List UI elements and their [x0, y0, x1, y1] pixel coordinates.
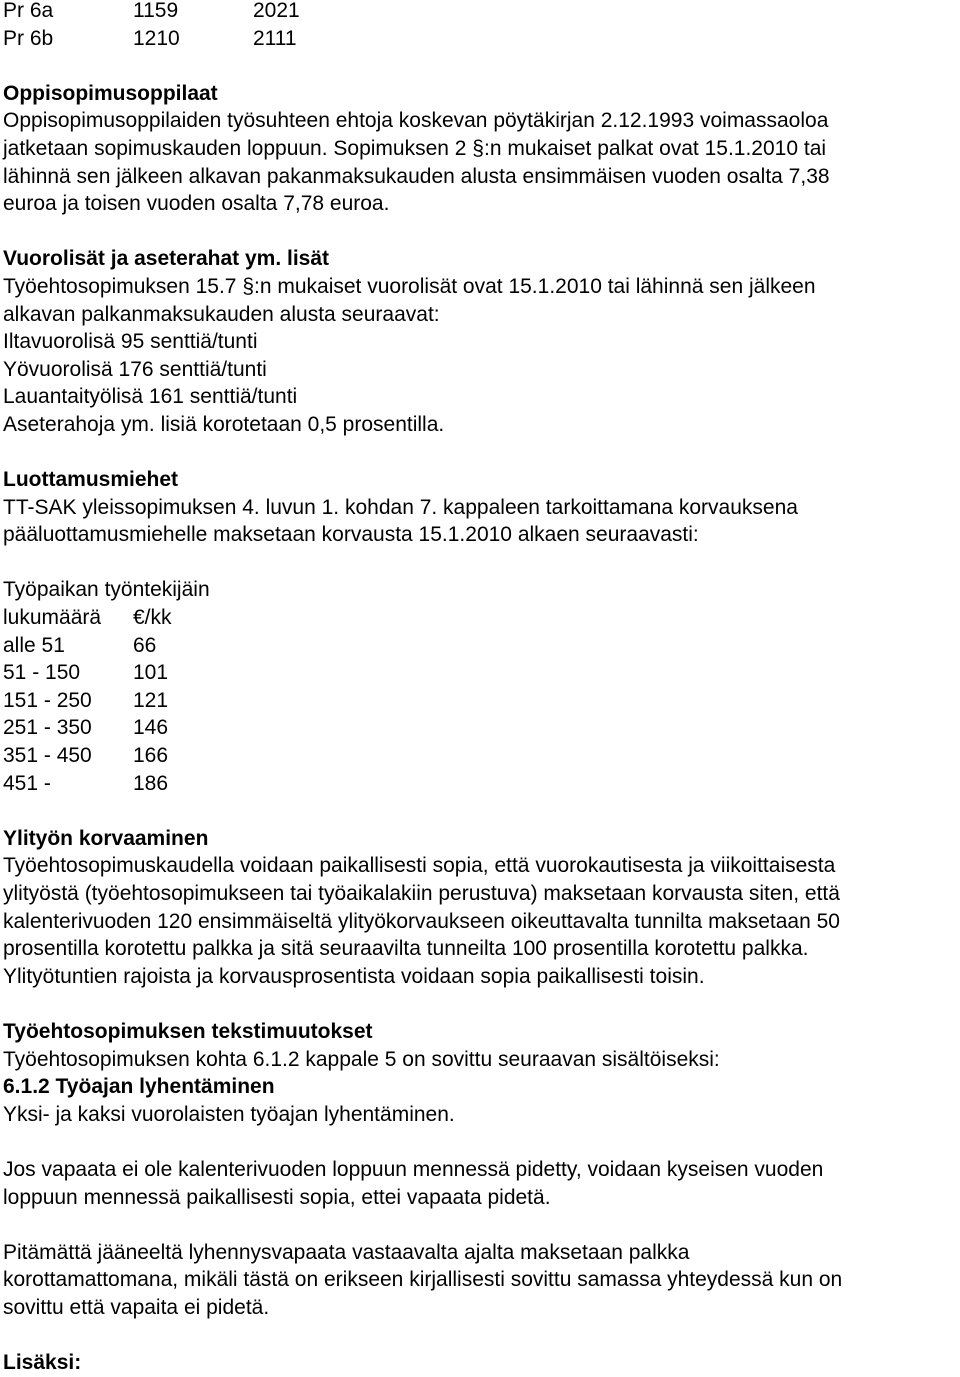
cell-eur: 66	[133, 633, 157, 657]
section-heading-vuorolisat: Vuorolisät ja aseterahat ym. lisät	[3, 247, 330, 271]
paragraph-line: Lauantaityölisä 161 senttiä/tunti	[3, 385, 298, 409]
spacer	[3, 52, 958, 80]
paragraph-line: Iltavuorolisä 95 senttiä/tunti	[3, 330, 258, 354]
cell-count: 51 - 150	[3, 661, 81, 685]
paragraph-line: Aseterahoja ym. lisiä korotetaan 0,5 prosentilla.	[3, 412, 445, 436]
cell-count: alle 51	[3, 633, 65, 657]
column-header-count: lukumäärä	[3, 606, 102, 630]
table-row	[3, 742, 958, 770]
table-header: Työpaikan työntekijäin	[3, 578, 210, 602]
paragraph-line: korottamattomana, mikäli tästä on erikseen kirjallisesti sovittu samassa yhteydessä kun on	[3, 1268, 843, 1292]
table-row	[3, 714, 958, 742]
paragraph-line: prosentilla korotettu palkka ja sitä seuraavilta tunneilta 100 prosentilla korotettu palkka.	[3, 937, 809, 961]
cell-count: 351 - 450	[3, 744, 92, 768]
spacer	[3, 990, 958, 1018]
paragraph-line: Yövuorolisä 176 senttiä/tunti	[3, 357, 267, 381]
paragraph-line: Yksi- ja kaksi vuorolaisten työajan lyhentäminen.	[3, 1102, 455, 1126]
table-row	[3, 659, 958, 687]
paragraph-line: ylityöstä (työehtosopimukseen tai työaikalakiin perustuva) maksetaan korvausta siten, että	[3, 882, 840, 905]
paragraph-line: alkavan palkanmaksukauden alusta seuraavat:	[3, 302, 440, 326]
spacer	[3, 1322, 958, 1350]
section-heading-luottamusmiehet: Luottamusmiehet	[3, 468, 179, 492]
table-row	[3, 687, 958, 715]
section-heading-oppisopimus: Oppisopimusoppilaat	[3, 81, 218, 105]
paragraph-line: Pitämättä jääneeltä lyhennysvapaata vastaavalta ajalta maksetaan palkka	[3, 1240, 690, 1264]
cell-eur: 121	[133, 688, 169, 712]
spacer	[3, 1128, 958, 1156]
cell-count: 251 - 350	[3, 716, 92, 740]
spacer	[3, 797, 958, 825]
paragraph-line: Jos vapaata ei ole kalenterivuoden loppuun mennessä pidetty, voidaan kyseisen vuoden	[3, 1157, 824, 1181]
table-row	[3, 770, 958, 798]
row-value-2: 2111	[253, 26, 297, 50]
paragraph-line: euroa ja toisen vuoden osalta 7,78 euroa.	[3, 192, 390, 216]
paragraph-line: kalenterivuoden 120 ensimmäiseltä ylityökorvaukseen oikeuttavalta tunnilta maksetaan 50	[3, 909, 840, 933]
table-header-row	[3, 604, 958, 632]
table-row	[3, 0, 958, 25]
paragraph-line: loppuun mennessä paikallisesti sopia, ettei vapaata pidetä.	[3, 1185, 551, 1209]
table-row	[3, 25, 958, 53]
cell-eur: 101	[133, 661, 169, 685]
cell-eur: 166	[133, 744, 169, 768]
row-value-2: 2021	[253, 0, 300, 22]
section-heading-ylityo: Ylityön korvaaminen	[3, 826, 209, 850]
paragraph-line: Työehtosopimuskaudella voidaan paikallisesti sopia, että vuorokautisesta ja viikoittaisesta	[3, 854, 836, 878]
subsection-heading: 6.1.2 Työajan lyhentäminen	[3, 1075, 275, 1099]
paragraph-line: Työehtosopimuksen kohta 6.1.2 kappale 5 on sovittu seuraavan sisältöiseksi:	[3, 1047, 720, 1071]
spacer	[3, 218, 958, 246]
cell-eur: 186	[133, 771, 169, 795]
cell-count: 451 -	[3, 771, 51, 795]
row-value-1: 1159	[133, 0, 179, 22]
cell-eur: 146	[133, 716, 169, 740]
paragraph-line: sovittu että vapaita ei pidetä.	[3, 1295, 270, 1319]
cell-count: 151 - 250	[3, 688, 92, 712]
paragraph-line: jatketaan sopimuskauden loppuun. Sopimuksen 2 §:n mukaiset palkat ovat 15.1.2010 tai	[3, 136, 827, 160]
paragraph-line: Oppisopimusoppilaiden työsuhteen ehtoja koskevan pöytäkirjan 2.12.1993 voimassaoloa	[3, 109, 829, 133]
document-page	[3, 0, 958, 1377]
paragraph-line: Työehtosopimuksen 15.7 §:n mukaiset vuorolisät ovat 15.1.2010 tai lähinnä sen jälkeen	[3, 274, 816, 298]
paragraph-line: TT-SAK yleissopimuksen 4. luvun 1. kohdan 7. kappaleen tarkoittamana korvauksena	[3, 495, 798, 519]
row-value-1: 1210	[133, 26, 180, 50]
table-row	[3, 632, 958, 660]
section-heading-tekstimuutokset: Työehtosopimuksen tekstimuutokset	[3, 1019, 373, 1043]
spacer	[3, 1211, 958, 1239]
paragraph-line: pääluottamusmiehelle maksetaan korvausta 15.1.2010 alkaen seuraavasti:	[3, 523, 699, 547]
spacer	[3, 439, 958, 467]
section-heading-lisaksi: Lisäksi:	[3, 1351, 82, 1375]
paragraph-line: lähinnä sen jälkeen alkavan pakanmaksukauden alusta ensimmäisen vuoden osalta 7,38	[3, 164, 830, 188]
row-label: Pr 6b	[3, 26, 54, 50]
column-header-eur: €/kk	[133, 606, 172, 630]
paragraph-line: Ylityötuntien rajoista ja korvausprosentista voidaan sopia paikallisesti toisin.	[3, 964, 705, 988]
row-label: Pr 6a	[3, 0, 54, 22]
spacer	[3, 549, 958, 577]
